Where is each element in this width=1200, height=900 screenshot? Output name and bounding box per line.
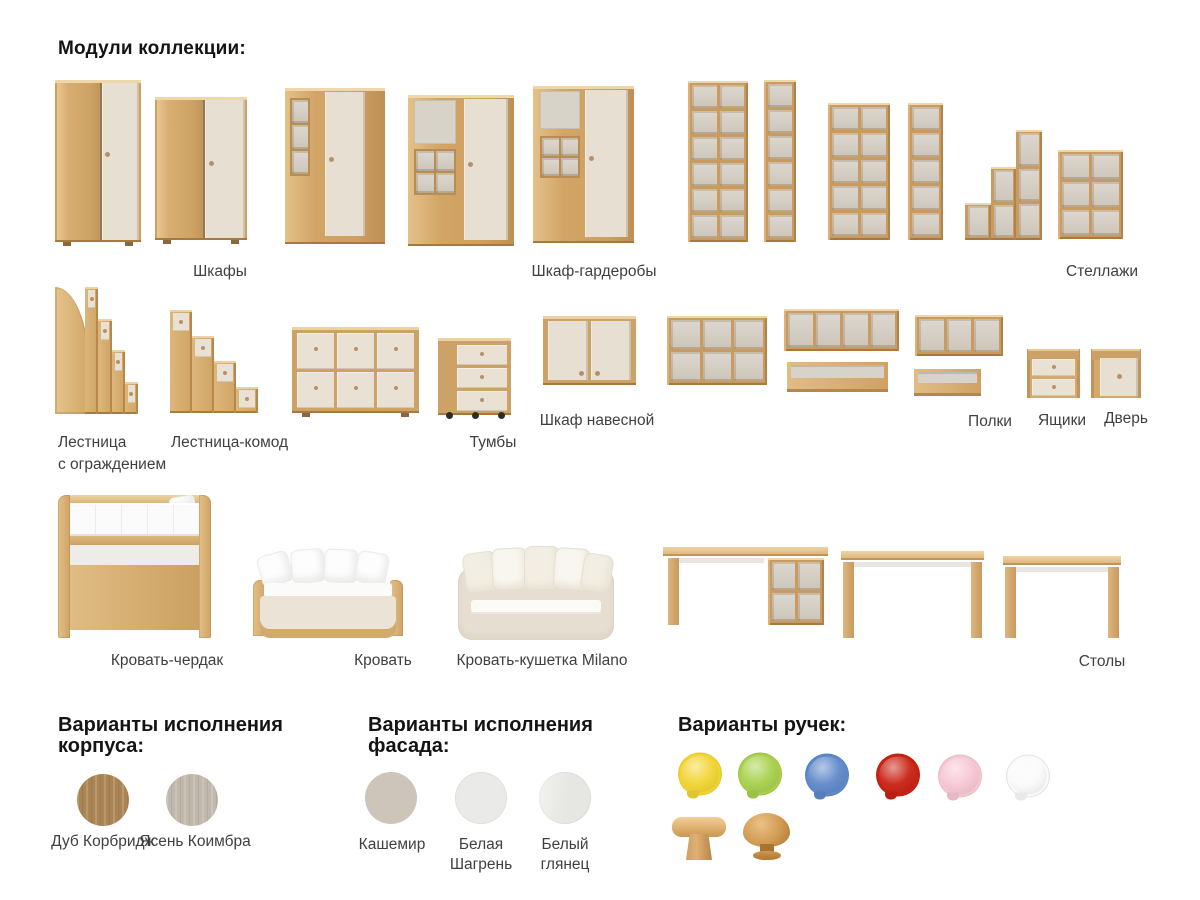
label-ladder-line1: Лестница	[58, 434, 127, 451]
closet-corner-1-image	[285, 88, 385, 244]
label-couch-bed: Кровать-кушетка Milano	[456, 652, 628, 669]
ladder-railing-image	[55, 287, 138, 414]
wardrobe-cream-door	[205, 100, 245, 238]
ladder-dresser-image	[170, 310, 258, 413]
facade-options-heading-line2: фасада:	[368, 735, 450, 757]
wall-cabinet-image	[543, 316, 636, 385]
label-closets: Шкаф-гардеробы	[531, 263, 657, 280]
rack-2x6-image	[688, 81, 748, 242]
facade-swatch-white-shagreen[interactable]	[455, 772, 507, 824]
label-wall-cabinet: Шкаф навесной	[539, 412, 655, 429]
open-shelf-2x3-image	[667, 316, 767, 385]
label-swatch-white-gloss: Белый глянец	[540, 836, 590, 873]
body-options-heading-line2: корпуса:	[58, 735, 145, 757]
ladder-railing-panel	[55, 287, 89, 414]
label-door: Дверь	[1104, 410, 1148, 427]
loft-bed-image	[58, 495, 211, 638]
desk-small-image	[1003, 556, 1121, 638]
wardrobe-wood-door	[168, 100, 206, 238]
label-pedestals: Тумбы	[469, 434, 517, 451]
body-options-heading-line1: Варианты исполнения	[58, 714, 283, 736]
handle-knob-wood-flat[interactable]	[672, 815, 726, 861]
wardrobe-2door-small-image	[155, 97, 247, 240]
closet-corner-3-image	[533, 86, 634, 243]
label-ladder-line2: с ограждением	[58, 456, 167, 473]
wardrobe-side-panel	[57, 83, 67, 240]
label-loft-bed: Кровать-чердак	[110, 652, 224, 669]
handle-knob-wood-round[interactable]	[743, 813, 790, 860]
desk-large-image	[841, 551, 984, 638]
handle-knob-green[interactable]	[738, 753, 782, 796]
label-drawers: Ящики	[1037, 412, 1087, 429]
handles-heading: Варианты ручек:	[678, 714, 847, 736]
dresser-6drawer-image	[292, 327, 419, 413]
wardrobe-cream-door	[102, 83, 139, 240]
rack-2x5-image	[828, 103, 890, 240]
body-swatch-ash[interactable]	[166, 774, 218, 826]
handle-knob-red[interactable]	[876, 754, 920, 797]
label-ladder-dresser: Лестница-комод	[171, 434, 289, 451]
pedestal-3drawer-image	[438, 338, 511, 415]
label-shelving: Стеллажи	[1066, 263, 1138, 280]
ledge-shelf-2-image	[914, 369, 981, 396]
rack-stair-image	[965, 130, 1042, 240]
rack-1x6-image	[764, 80, 796, 242]
bed-image	[253, 549, 403, 638]
label-swatch-cashmere: Кашемир	[358, 836, 426, 853]
label-swatch-ash: Ясень Коимбра	[139, 833, 251, 850]
body-swatch-oak[interactable]	[77, 774, 129, 826]
label-desks: Столы	[1078, 653, 1126, 670]
facade-swatch-cashmere[interactable]	[365, 772, 417, 824]
handle-knob-yellow[interactable]	[678, 753, 722, 796]
shelf-3cell-image	[915, 315, 1003, 356]
handle-knob-blue[interactable]	[805, 754, 849, 797]
handle-knob-pink[interactable]	[938, 755, 982, 798]
label-swatch-oak: Дуб Корбридж	[51, 833, 155, 850]
closet-corner-2-image	[408, 95, 514, 246]
wardrobe-wood-door	[67, 83, 102, 240]
ledge-shelf-1-image	[787, 362, 888, 392]
label-wardrobes: Шкафы	[193, 263, 247, 280]
shelf-4cell-image	[784, 309, 899, 351]
label-shelves: Полки	[968, 413, 1012, 430]
label-swatch-white-shagreen: Белая Шагрень	[449, 836, 513, 873]
rack-2x3-image	[1058, 150, 1123, 239]
label-bed: Кровать	[354, 652, 412, 669]
facade-swatch-white-gloss[interactable]	[539, 772, 591, 824]
wardrobe-2door-large-image	[55, 80, 141, 242]
drawer-insert-image	[1027, 349, 1080, 398]
rack-1x5-image	[908, 103, 943, 240]
facade-options-heading-line1: Варианты исполнения	[368, 714, 593, 736]
desk-corner-storage-image	[663, 547, 828, 625]
handle-knob-white[interactable]	[1006, 755, 1050, 798]
door-insert-image	[1091, 349, 1141, 398]
wardrobe-side-panel	[157, 100, 168, 238]
page-title: Модули коллекции:	[58, 38, 246, 59]
couch-bed-image	[458, 546, 614, 640]
